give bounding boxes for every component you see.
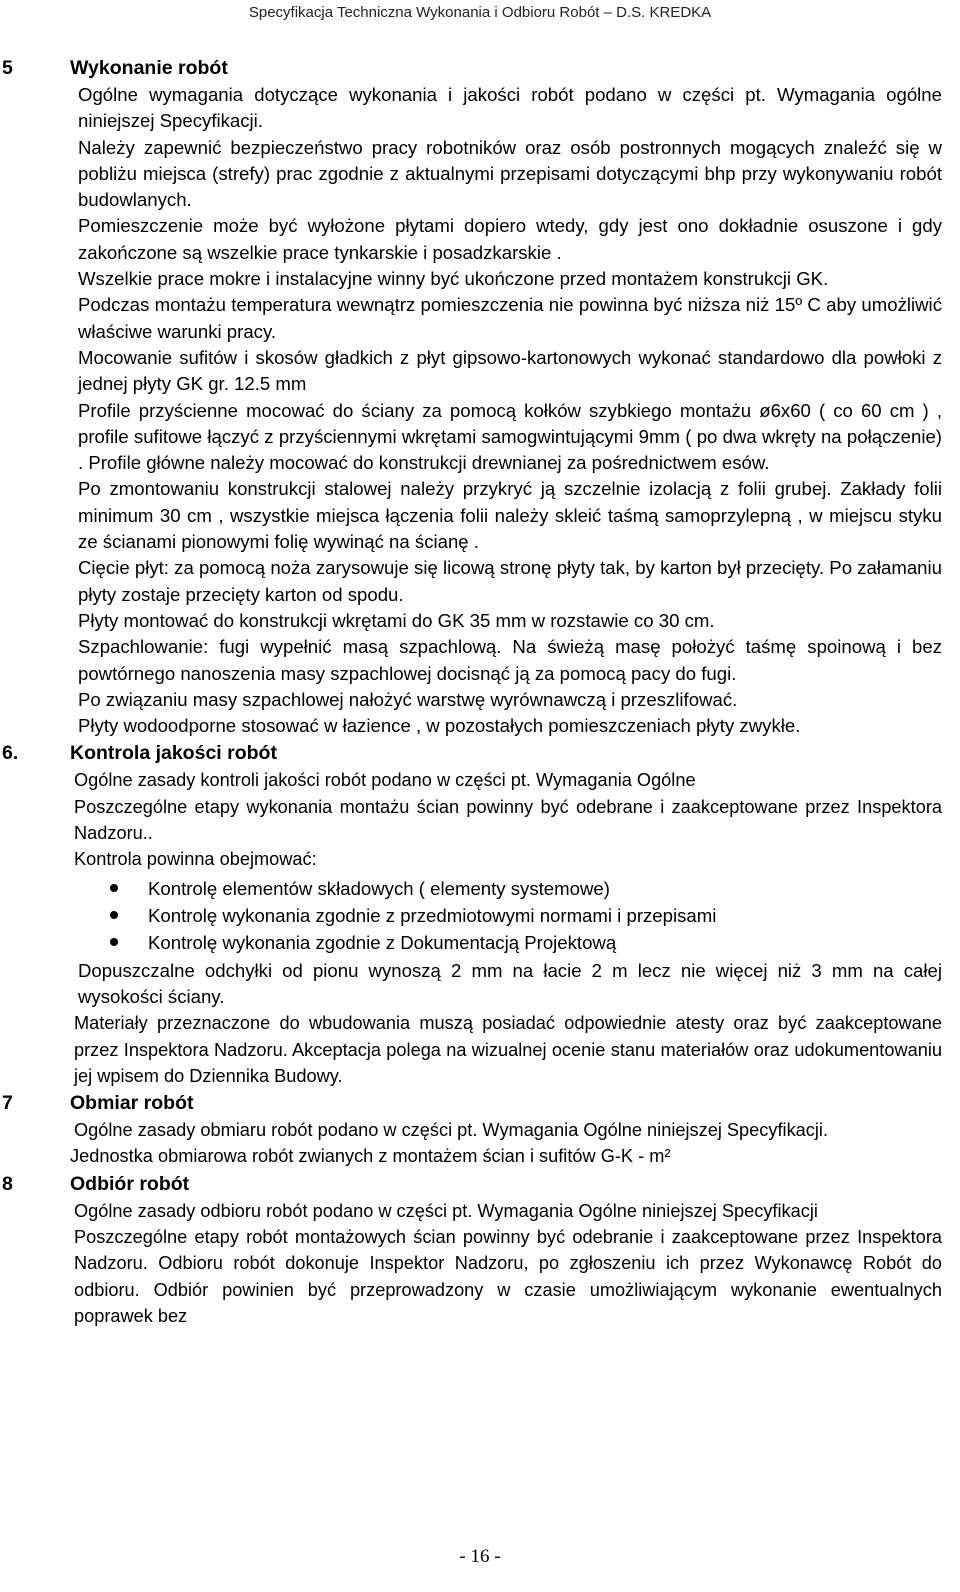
section-title: Wykonanie robót [70,57,228,79]
paragraph: Dopuszczalne odchyłki od pionu wynoszą 2 mm na łacie 2 m lecz nie więcej niż 3 mm na całej wysokości ściany. [78,959,942,1007]
paragraph: Profile przyścienne mocować do ściany za pomocą kołków szybkiego montażu ø6x60 ( co 60 cm ) , profile sufitowe łączyć z przyściennymi wkrętami samogwintującymi 9mm ( po dwa wkręty na połączenie) . Profile główne należy mocować do konstrukcji drewnianej za pośrednictwem esów. [78,399,942,474]
paragraph: Cięcie płyt: za pomocą noża zarysowuje się licową stronę płyty tak, by karton był przecięty. Po załamaniu płyty zostaje przecięty karton od spodu. [78,557,942,605]
paragraph: Mocowanie sufitów i skosów gładkich z płyt gipsowo-kartonowych wykonać standardowo dla powłoki z jednej płyty GK gr. 12.5 mm [78,346,942,395]
section-heading [0,1170,960,1198]
bullet-icon [110,938,118,946]
list-item [0,902,960,929]
list-item-text: Kontrolę wykonania zgodnie z przedmiotowymi normami i przepisami [148,904,717,926]
paragraph: Ogólne zasady kontroli jakości robót podano w części pt. Wymagania Ogólne [74,770,696,791]
paragraph: Po związaniu masy szpachlowej nałożyć warstwę wyrównawczą i przeszlifować. [78,688,738,710]
paragraph: Poszczególne etapy wykonania montażu ścian powinny być odebrane i zaakceptowane przez Inspektora Nadzoru.. [74,796,942,844]
page-header: Specyfikacja Techniczna Wykonania i Odbioru Robót – D.S. KREDKA [248,4,712,21]
page-number: - 16 - [459,1546,501,1567]
section-number: 6. [2,742,19,765]
list-item [0,929,960,956]
section-title: Kontrola jakości robót [70,742,277,765]
bullet-icon [110,911,118,919]
list-item-text: Kontrolę elementów składowych ( elementy systemowe) [148,877,610,899]
paragraph: Pomieszczenie może być wyłożone płytami dopiero wtedy, gdy jest ono dokładnie osuszone i gdy zakończone są wszelkie prace tynkarskie i posadzkarskie . [78,215,942,263]
paragraph: Szpachlowanie: fugi wypełnić masą szpachlową. Na świeżą masę położyć taśmę spoinową i bez powtórnego nanoszenia masy szpachlowej docisnąć ją za pomocą pacy do fugi. [78,636,942,684]
paragraph: Jednostka obmiarowa robót zwianych z montażem ścian i sufitów G-K - m² [70,1146,671,1167]
paragraph: Płyty montować do konstrukcji wkrętami do GK 35 mm w rozstawie co 30 cm. [78,609,715,631]
list-item [0,875,960,902]
document-body [0,54,960,1329]
paragraph: Poszczególne etapy robót montażowych ścian powinny być odebranie i zaakceptowane przez Inspektora Nadzoru. Odbioru robót dokonuje Inspektor Nadzoru, po zgłoszeniu ich przez Wykonawcę Robót do odbioru. Odbiór powinien być przeprowadzony w czasie umożliwiającym wykonanie ewentualnych poprawek bez [74,1226,942,1326]
paragraph: Wszelkie prace mokre i instalacyjne winny być ukończone przed montażem konstrukcji GK. [78,268,829,290]
paragraph: Ogólne zasady odbioru robót podano w części pt. Wymagania Ogólne niniejszej Specyfikacji [74,1200,818,1221]
paragraph: Materiały przeznaczone do wbudowania muszą posiadać odpowiednie atesty oraz być zaakceptowane przez Inspektora Nadzoru. Akceptacja polega na wizualnej ocenie stanu materiałów oraz udokumentowaniu jej wpisem do Dziennika Budowy. [74,1013,942,1086]
paragraph: Ogólne zasady obmiaru robót podano w części pt. Wymagania Ogólne niniejszej Specyfikacji. [74,1120,828,1141]
paragraph: Ogólne wymagania dotyczące wykonania i jakości robót podano w części pt. Wymagania ogólne niniejszej Specyfikacji. [78,84,942,132]
paragraph: Po zmontowaniu konstrukcji stalowej należy przykryć ją szczelnie izolacją z folii grubej. Zakłady folii minimum 30 cm , wszystkie miejsca łączenia folii należy skleić taśmą samoprzylepną , w miejscu styku ze ścianami pionowymi folię wywinąć na ścianę . [78,478,942,553]
bullet-icon [110,884,118,892]
paragraph: Należy zapewnić bezpieczeństwo pracy robotników oraz osób postronnych mogących znaleźć się w pobliżu miejsca (strefy) prac zgodnie z aktualnymi przepisami dotyczącymi bhp przy wykonywaniu robót budowlanych. [78,136,942,211]
bullet-list [0,875,960,956]
paragraph: Podczas montażu temperatura wewnątrz pomieszczenia nie powinna być niższa niż 15º C aby umożliwić właściwe warunki pracy. [78,294,942,342]
section-heading [0,54,960,82]
paragraph: Kontrola powinna obejmować: [74,849,317,870]
section-heading [0,1089,960,1117]
list-item-text: Kontrolę wykonania zgodnie z Dokumentacją Projektową [148,931,617,953]
paragraph: Płyty wodoodporne stosować w łazience , w pozostałych pomieszczeniach płyty zwykłe. [78,715,801,737]
section-title: Obmiar robót [70,1092,194,1115]
section-title: Odbiór robót [70,1172,190,1195]
section-number: 8 [2,1172,13,1195]
section-heading [0,739,960,767]
section-number: 5 [2,57,13,79]
section-number: 7 [2,1092,13,1115]
